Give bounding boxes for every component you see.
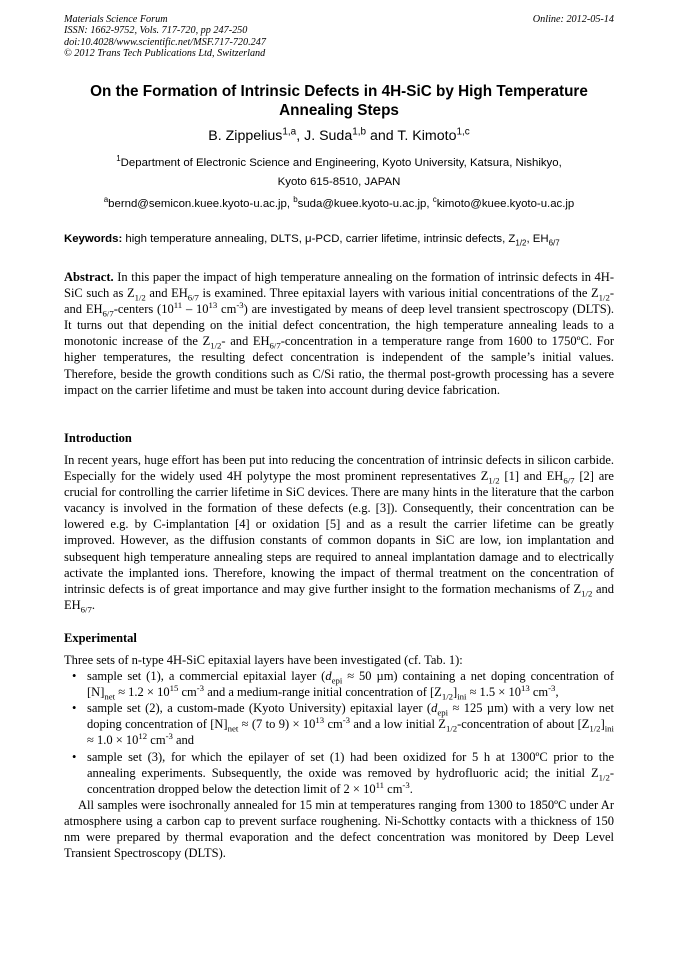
author-name: T. Kimoto (397, 128, 457, 144)
bullet-icon: • (72, 749, 77, 764)
experimental-body (64, 652, 614, 861)
section-heading-experimental: Experimental (64, 631, 137, 645)
paper-title: On the Formation of Intrinsic Defects in 4H-SiC by High Temperature Annealing Steps (90, 83, 588, 119)
online-date: Online: 2012-05-14 (532, 14, 614, 25)
sample-list (64, 668, 614, 797)
author-affil-mark: 1,b (352, 126, 367, 138)
author-list: B. Zippelius$^{1,a}$, J. Suda$^{1,b}$ and T. Kimoto$^{1,c}$ (208, 126, 470, 144)
doi-line: doi:10.4028/www.scientific.net/MSF.717-720.247 (64, 36, 266, 48)
journal-name: Materials Science Forum (64, 14, 168, 25)
copyright-line: © 2012 Trans Tech Publications Ltd, Switzerland (64, 48, 266, 60)
keywords-label: Keywords: (64, 233, 123, 245)
author-name: J. Suda (304, 128, 353, 144)
journal-header (64, 14, 266, 60)
bullet-icon: • (72, 669, 77, 684)
list-item: • sample set (3), for which the epilayer of set (1) had been oxidized for 5 h at 1300ºC prior to the annealing experiments. Subsequently, the oxide was removed by hydrofluoric acid; the initial $Z_{1/2}$-concentration dropped below the detection limit of $2 \times 10^{11}$ $cm^{-3}$. (72, 749, 614, 796)
abstract: Abstract. In this paper the impact of high temperature annealing on the formation of intrinsic defects in 4H-SiC such as $Z_{1/2}$ and $EH_{6/7}$ is examined. Three epitaxial layers with various initial concentrations of the $Z_{1/2}-$ and $EH_{6/7}$-centers ($10^{11} - 10^{13}$ $cm^{-3}$) are investigated by means of deep level transient spectroscopy (DLTS). It turns out that depending on the initial defect concentration, the high temperature annealing leads to a monotonic increase of the $Z_{1/2}-$ and $EH_{6/7}$-concentration in a temperature range from 1600 to 1750ºC. For higher temperatures, the resulting defect concentration is independent of the sample’s initial values. Therefore, beside the growth conditions such as C/Si ratio, the thermal post-growth processing has a severe impact on the carrier lifetime and must be taken into account during device fabrication. (64, 270, 615, 397)
affiliation-line: Kyoto 615-8510, JAPAN (277, 175, 401, 188)
bullet-icon: • (72, 701, 77, 716)
author-name: B. Zippelius (208, 128, 283, 144)
experimental-paragraph: All samples were isochronally annealed for 15 min at temperatures ranging from 1300 to 1850ºC under Ar atmosphere using a carbon cap to prevent surface roughening. Ni-Schottky contacts with a thickness of 150 nm were prepared by thermal evaporation and the defect concentration was monitored by Deep Level Transient Spectroscopy (DLTS). (64, 797, 614, 861)
email-link[interactable]: kimoto@kuee.kyoto-u.ac.jp (436, 198, 575, 210)
affiliation-line: Department of Electronic Science and Engineering, Kyoto University, Katsura, Nishikyo, (120, 157, 562, 169)
abstract-label: Abstract. (64, 270, 114, 284)
author-affil-mark: 1,c (456, 126, 470, 138)
experimental-intro: Three sets of n-type 4H-SiC epitaxial layers have been investigated (cf. Tab. 1): (64, 653, 463, 667)
issn-line: ISSN: 1662-9752, Vols. 717-720, pp 247-250 (64, 25, 248, 37)
list-item: • sample set (1), a commercial epitaxial layer ($d_{epi} \approx 50$ µm) containing a net doping concentration of $[N]_{net} \approx 1.2 \times 10^{15}$ $cm^{-3}$ and a medium-range initial concentration of $[Z_{1/2}]_{ini} \approx 1.5 \times 10^{13}$ $cm^{-3}$, (72, 669, 614, 702)
email-link[interactable]: suda@kuee.kyoto-u.ac.jp (297, 198, 427, 210)
section-heading-introduction: Introduction (64, 431, 132, 445)
email-list: $^a$bernd@semicon.kuee.kyoto-u.ac.jp, $^b$suda@kuee.kyoto-u.ac.jp, $^c$kimoto@kuee.kyoto-u.ac.jp (103, 195, 575, 210)
introduction-paragraph: In recent years, huge effort has been put into reducing the concentration of intrinsic defects in silicon carbide. Especially for the widely used 4H polytype the most prominent representatives $Z_{1/2}$ [1] and $EH_{6/7}$ [2] are crucial for controlling the carrier lifetime in SiC devices. There are many hints in the literature that the carbon vacancy is involved in the formation of these defects (e.g. [3]). Consequently, their concentration can be lowered e.g. by C-implantation [4] or oxidation [5] and as a result the carrier lifetime can be greatly improved. However, as the diffusion constants of common dopants in SiC are low, ion implantation and subsequent high temperature annealing steps are required to anneal implantation damage and to electrically activate the implanted ions. Therefore, knowing the impact of thermal treatment on the concentration of intrinsic defects is of great importance and may give further insight to the formation mechanisms of $Z_{1/2}$ and $EH_{6/7}$. (64, 453, 614, 615)
email-link[interactable]: bernd@semicon.kuee.kyoto-u.ac.jp (108, 198, 287, 210)
list-item: • sample set (2), a custom-made (Kyoto University) epitaxial layer ($d_{epi} \approx 125$ µm) with a very low net doping concentration of $[N]_{net} \approx (7$ to $9) \times 10^{13}$ $cm^{-3}$ and a low initial $Z_{1/2}$-concentration of about $[Z_{1/2}]_{ini} \approx 1.0 \times 10^{12}$ $cm^{-3}$ and (72, 701, 614, 748)
affiliation: $^1$Department of Electronic Science and Engineering, Kyoto University, Katsura, Nishikyo, Kyoto 615-8510, JAPAN (64, 154, 614, 191)
author-affil-mark: 1,a (282, 126, 297, 138)
keywords: Keywords: high temperature annealing, DLTS, μ-PCD, carrier lifetime, intrinsic defects, $Z_{1/2}$, $EH_{6/7}$ (64, 233, 560, 248)
